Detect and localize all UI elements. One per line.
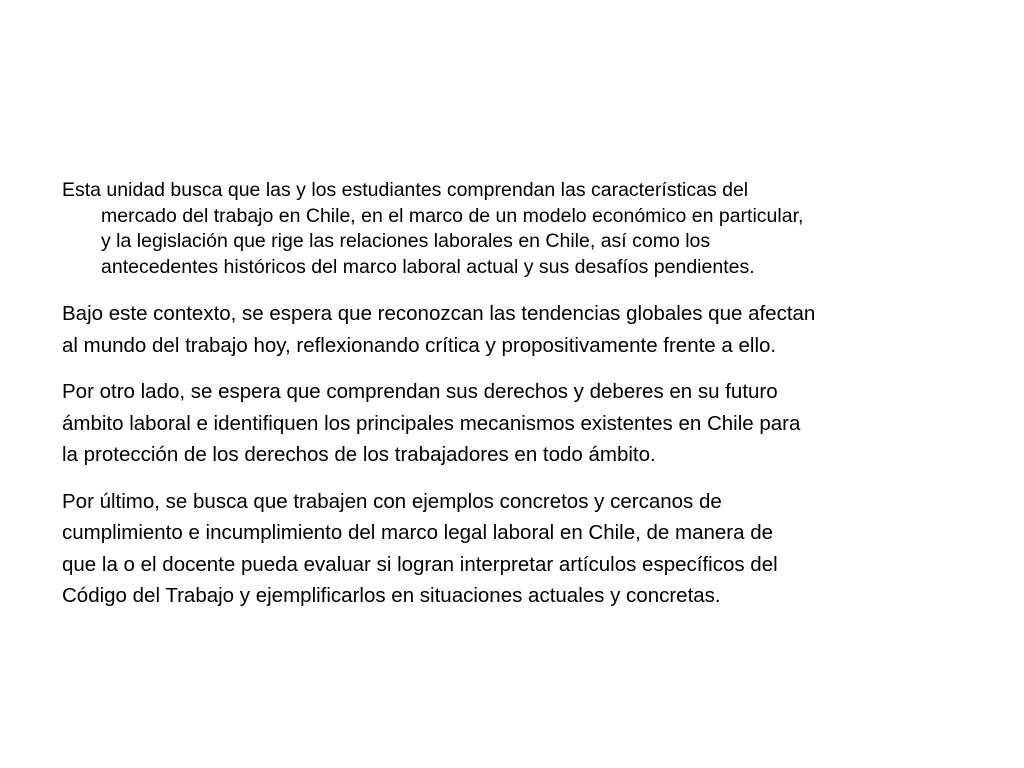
intro-line-1: Esta unidad busca que las y los estudiantes comprendan las características del (62, 179, 749, 201)
examples-paragraph (62, 486, 962, 612)
rights-line-2: ámbito laboral e identifiquen los principales mecanismos existentes en Chile para (62, 411, 801, 435)
examples-line-2: cumplimiento e incumplimiento del marco legal laboral en Chile, de manera de (62, 521, 774, 544)
intro-paragraph (62, 178, 962, 280)
context-line-2: al mundo del trabajo hoy, reflexionando crítica y propositivamente frente a ello. (62, 333, 777, 357)
rights-paragraph (62, 376, 962, 471)
intro-line-2: mercado del trabajo en Chile, en el marco de un modelo económico en particular, (101, 204, 804, 227)
intro-line-4: antecedentes históricos del marco laboral actual y sus desafíos pendientes. (101, 255, 755, 278)
rights-line-1: Por otro lado, se espera que comprendan sus derechos y deberes en su futuro (62, 380, 778, 403)
intro-line-3: y la legislación que rige las relaciones laborales en Chile, así como los (101, 230, 711, 252)
rights-line-3: la protección de los derechos de los trabajadores en todo ámbito. (62, 443, 656, 466)
examples-line-1: Por último, se busca que trabajen con ejemplos concretos y cercanos de (62, 489, 722, 513)
context-paragraph (62, 298, 962, 361)
slide-body (62, 178, 962, 627)
examples-line-4: Código del Trabajo y ejemplificarlos en situaciones actuales y concretas. (62, 584, 721, 607)
context-line-1: Bajo este contexto, se espera que reconozcan las tendencias globales que afectan (62, 302, 816, 325)
examples-line-3: que la o el docente pueda evaluar si logran interpretar artículos específicos del (62, 552, 778, 576)
